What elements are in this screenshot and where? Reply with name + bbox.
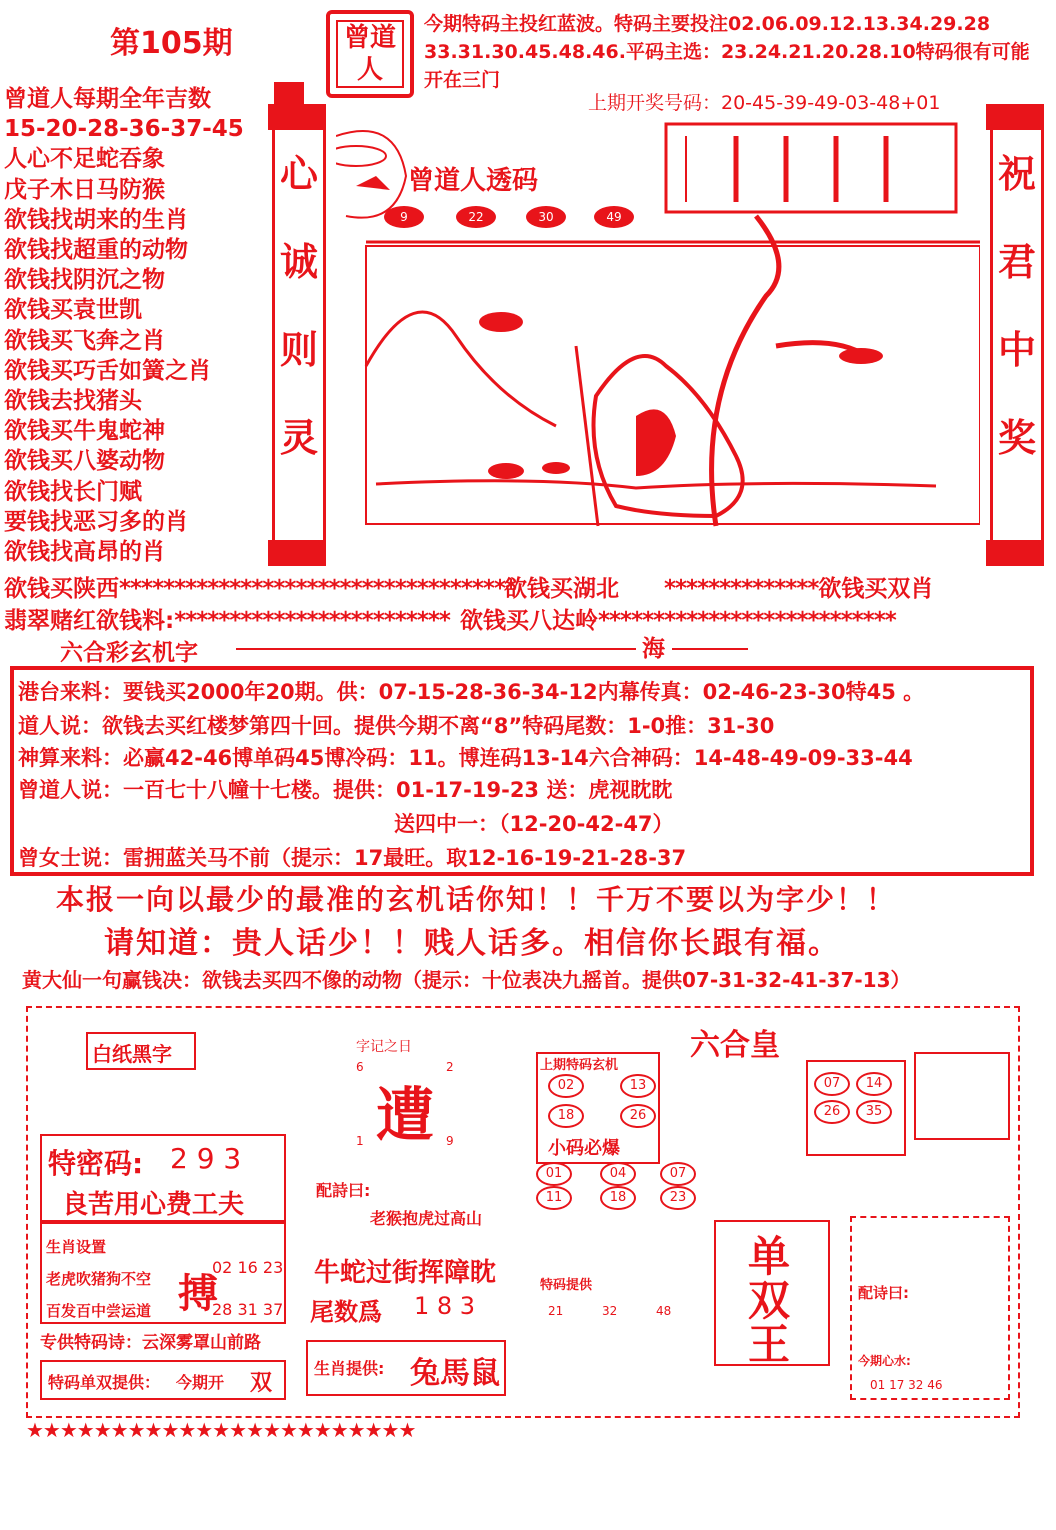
tips-a: 生肖设置: [46, 1238, 107, 1256]
big-char: 遭: [376, 1081, 435, 1149]
heart-label: 今期心水:: [858, 1354, 911, 1368]
prev-num: 02: [548, 1074, 584, 1098]
ball: 9: [384, 206, 424, 228]
wide-text: 翡翠赌红欲钱料:: [4, 608, 175, 634]
small-num: 01: [536, 1162, 572, 1186]
star-divider: ***************************: [598, 608, 896, 634]
scroll-right-char: 奖: [997, 416, 1036, 460]
nums-a: 02 16 23: [212, 1258, 284, 1277]
scroll-right-char: 君: [997, 240, 1036, 284]
ball: 30: [526, 206, 566, 228]
ball: 22: [456, 206, 496, 228]
issue-number: 第105期: [110, 26, 233, 61]
slogan-line: 请知道：贵人话少！！贱人话多。相信你长跟有福。: [104, 926, 840, 961]
info-line: 道人说：欲钱去买红楼梦第四十回。提供今期不离“8”特码尾数：1-0推：31-30: [18, 714, 775, 738]
wide-text: 六合彩玄机字: [60, 640, 198, 666]
right-num: 26: [814, 1100, 850, 1124]
wide-line-2: [4, 602, 450, 635]
tips-c: 百发百中尝运道: [46, 1302, 152, 1320]
divider-line: [236, 648, 636, 650]
scroll-left-top: [268, 104, 326, 130]
divider-line: [672, 648, 748, 650]
sdk-char: 单: [748, 1232, 791, 1281]
info-line: 神算来料：必赢42-46博单码45博冷码：11。博连码13-14六合神码：14-48-49-09-33-44: [18, 746, 913, 770]
tema-nums: 2 9 3: [170, 1142, 242, 1175]
dan-label: 特码单双提供：: [48, 1373, 161, 1392]
star-divider: ************************************: [119, 576, 517, 602]
sdk-char: 王: [748, 1320, 791, 1369]
lucky-item: 欲钱买飞奔之肖: [4, 327, 165, 354]
prev-num: 13: [620, 1074, 656, 1098]
dan-val: 今期开: [176, 1373, 225, 1392]
wide-line-1c: [664, 570, 933, 603]
info-line: 港台来料：要钱买2000年20期。供：07-15-28-36-34-12内幕传真：02-46-23-30特45 。: [18, 680, 925, 704]
scroll-left-char: 则: [279, 328, 318, 372]
phrase: 良苦用心费工夫: [62, 1190, 245, 1220]
poem-box: [850, 1216, 1010, 1400]
right-poem-label: 配诗曰:: [858, 1284, 909, 1302]
wide-text: 欲钱买陕西: [4, 576, 119, 602]
dan-pick: 双: [250, 1371, 273, 1396]
small-label: 小码必爆: [548, 1138, 620, 1159]
top-line-2: 33.31.30.45.48.46.平码主选：23.24.21.20.28.10特码很有可能: [424, 41, 1030, 63]
seal-inner: 曾道 人: [336, 20, 404, 88]
tail-nums: 1 8 3: [414, 1292, 476, 1320]
lucky-item: 欲钱买巧舌如簧之肖: [4, 357, 211, 384]
verse-box: [914, 1052, 1010, 1140]
num-2: 2: [446, 1060, 454, 1074]
lucky-item: 欲钱找阴沉之物: [4, 267, 165, 294]
wide-text: 欲钱买双肖: [818, 576, 934, 602]
prev-label: 上期特码玄机: [540, 1058, 619, 1073]
star-divider: *************************: [174, 608, 450, 634]
seal-logo: [326, 10, 414, 98]
lucky-item: 欲钱买袁世凯: [4, 297, 142, 324]
top-line-3: 开在三门: [424, 69, 501, 91]
tema-provide-num: 32: [602, 1304, 618, 1318]
small-num: 23: [660, 1186, 696, 1210]
lucky-item: 欲钱找高昂的肖: [4, 539, 165, 566]
lucky-item: 15-20-28-36-37-45: [4, 116, 244, 143]
wide-text: 海: [642, 636, 665, 662]
picture-title: 曾道人透码: [408, 166, 539, 196]
sdk-char: 双: [748, 1276, 791, 1325]
tema-provide-num: 21: [548, 1304, 564, 1318]
star-divider: **************: [664, 576, 819, 602]
lucky-item: 欲钱买八婆动物: [4, 448, 165, 475]
scroll-left-char: 灵: [279, 416, 318, 460]
small-num: 11: [536, 1186, 572, 1210]
word-title: 字记之日: [356, 1039, 412, 1055]
huang-line: 黄大仙一句赢钱决：欲钱去买四不像的动物（提示：十位表决九摇首。提供07-31-32-41-37-13）: [22, 968, 911, 992]
wide-text: 欲钱买八达岭: [460, 608, 598, 634]
prev-num: 26: [620, 1104, 656, 1128]
scroll-right: [990, 130, 1044, 540]
last-draw: 上期开奖号码：20-45-39-49-03-48+01: [588, 92, 941, 114]
slogan-line: 本报一向以最少的最准的玄机话你知！！千万不要以为字少！！: [56, 883, 897, 916]
scroll-right-char: 中: [997, 328, 1036, 372]
special-poem: 专供特码诗：云深雾罩山前路: [40, 1333, 261, 1353]
scroll-left-bottom: [268, 540, 326, 566]
lucky-item: 曾道人每期全年吉数: [4, 86, 211, 112]
nums-b: 28 31 37: [212, 1300, 284, 1319]
lucky-item: 欲钱找超重的动物: [4, 237, 188, 264]
ball: 49: [594, 206, 634, 228]
poem: 老猴抱虎过高山: [370, 1209, 483, 1228]
poem-label: 配詩曰:: [316, 1181, 371, 1200]
lucky-item: 欲钱找胡来的生肖: [4, 206, 188, 233]
scroll-right-char: 祝: [997, 152, 1036, 196]
liuhe-title: 六合皇: [690, 1028, 780, 1063]
tema-provide: 特码提供: [540, 1278, 593, 1293]
lucky-item: 欲钱找长门赋: [4, 478, 142, 505]
small-num: 18: [600, 1186, 636, 1210]
info-line: 曾道人说：一百七十八幢十七楼。提供：01-17-19-23 送：虎视眈眈: [18, 778, 673, 802]
lucky-item: 人心不足蛇吞象: [4, 146, 165, 173]
small-num: 07: [660, 1162, 696, 1186]
right-num: 07: [814, 1072, 850, 1096]
lucky-item: 要钱找恶习多的肖: [4, 508, 188, 535]
tema-provide-num: 48: [656, 1304, 672, 1318]
info-line: 送四中一：（12-20-42-47）: [394, 812, 674, 836]
wide-line-2b: [460, 602, 896, 635]
scroll-right-bottom: [986, 540, 1044, 566]
right-num: 35: [856, 1100, 892, 1124]
info-line: 曾女士说：雷拥蓝关马不前（提示：17最旺。取12-16-19-21-28-37: [18, 846, 687, 870]
white-paper-title: 白纸黑字: [92, 1042, 172, 1066]
scroll-right-top: [986, 104, 1044, 130]
lucky-list: [4, 84, 276, 567]
bo-char: 搏: [178, 1270, 218, 1317]
lucky-item: 戊子木日马防猴: [4, 176, 165, 203]
lucky-item: 欲钱买牛鬼蛇神: [4, 418, 165, 445]
num-6: 6: [356, 1060, 364, 1074]
middle-slogan: 牛蛇过街挥障眈: [314, 1258, 497, 1288]
scroll-left-char: 心: [279, 152, 318, 196]
num-1: 1: [356, 1134, 364, 1148]
scroll-left: [272, 130, 326, 540]
wide-line-1: [4, 570, 516, 603]
zodiac-label: 生肖提供:: [314, 1359, 385, 1378]
top-announcement: [424, 10, 1054, 94]
right-num: 14: [856, 1072, 892, 1096]
lucky-item: 欲钱去找猪头: [4, 388, 142, 415]
tail-label: 尾数爲: [310, 1297, 382, 1326]
tema-label: 特密码:: [48, 1147, 144, 1180]
tips-b: 老虎吹猪狗不空: [46, 1270, 152, 1288]
heart-nums: 01 17 32 46: [870, 1378, 943, 1392]
small-num: 04: [600, 1162, 636, 1186]
star-border: ★★★★★★★★★★★★★★★★★★★★★★★: [26, 1418, 416, 1442]
top-line-1: 今期特码主投红蓝波。特码主要投注02.06.09.12.13.34.29.28: [424, 13, 991, 35]
prev-num: 18: [548, 1104, 584, 1128]
zodiac: 兔馬鼠: [410, 1356, 500, 1391]
num-9: 9: [446, 1134, 454, 1148]
wide-text: 欲钱买湖北: [504, 576, 619, 602]
scroll-left-char: 诚: [279, 240, 318, 284]
